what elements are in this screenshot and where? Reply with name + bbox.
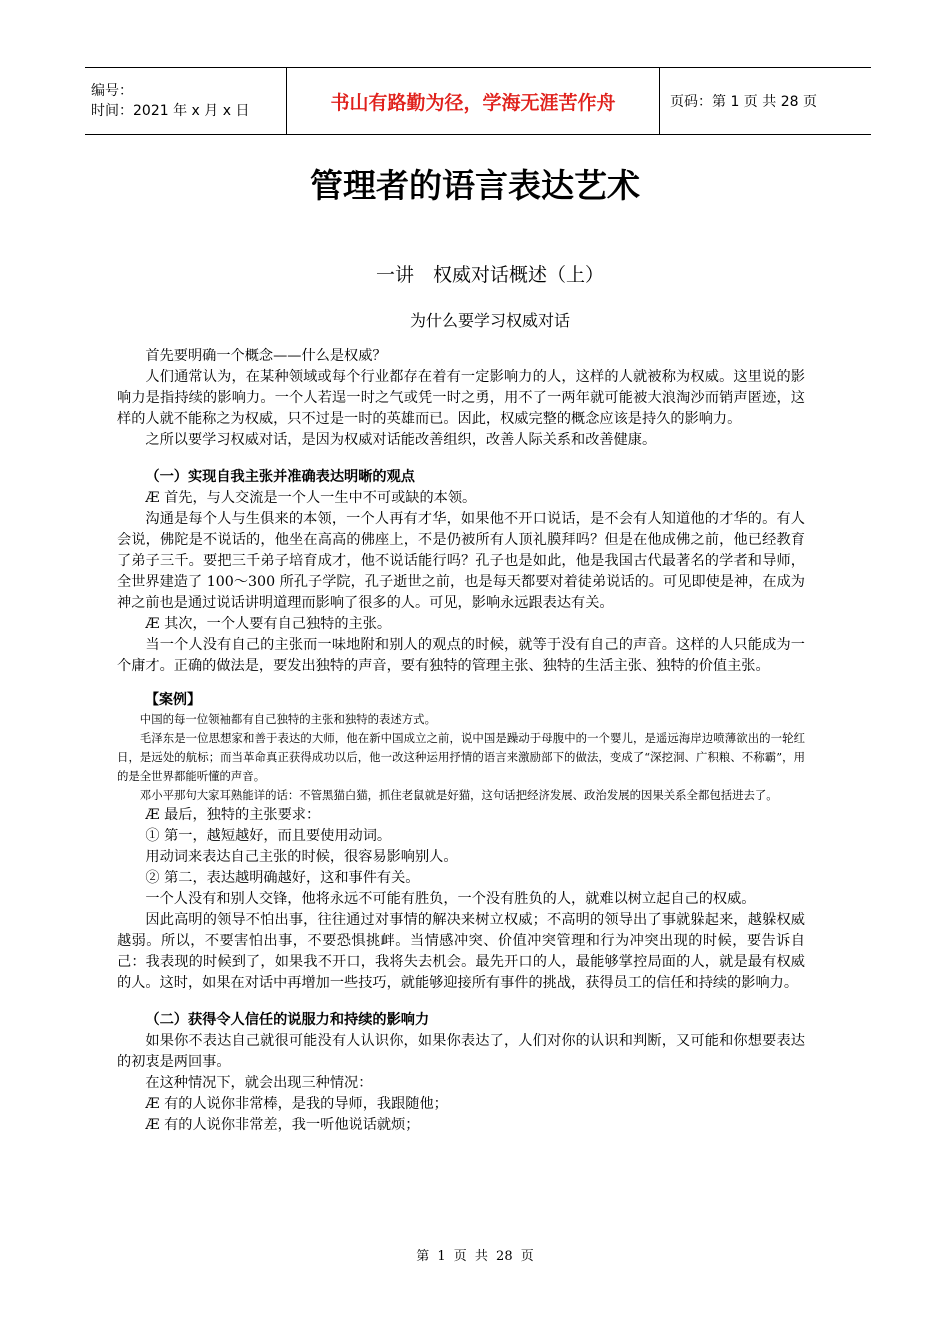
document-title: 管理者的语言表达艺术 xyxy=(310,166,640,205)
bullet-paragraph: Æ 有的人说你非常棒，是我的导师，我跟随他； xyxy=(145,1096,448,1112)
case-paragraph: 毛泽东是一位思想家和善于表达的大师，他在新中国成立之前，说中国是躁动于母腹中的一个婴儿，是遥远海岸边喷薄欲出的一轮红日，是远处的航标；而当革命真正获得成功以后，他一改这种运用抒情的语言来激励部下的做法，变成了“深挖洞、广积粮、不称霸”，用的是全世界都能听懂的声音。 xyxy=(117,731,805,783)
paragraph: 首先要明确一个概念——什么是权威？ xyxy=(145,348,387,364)
bullet-paragraph: Æ 其次，一个人要有自己独特的主张。 xyxy=(145,616,392,632)
lecture-heading: 一讲 权威对话概述（上） xyxy=(375,264,604,286)
paragraph: 当一个人没有自己的主张而一味地附和别人的观点的时候，就等于没有自己的声音。这样的人只能成为一个庸才。正确的做法是，要发出独特的声音，要有独特的管理主张、独特的生活主张、独特的价值主张。 xyxy=(117,637,805,674)
time-label: 时间：2021 年 x 月 x 日 xyxy=(91,103,250,119)
case-paragraph: 中国的每一位领袖都有自己独特的主张和独特的表述方式。 xyxy=(139,712,436,726)
bullet-paragraph: Æ 最后，独特的主张要求： xyxy=(145,807,321,823)
header-motto: 书山有路勤为径，学海无涯苦作舟 xyxy=(287,68,660,135)
document-header xyxy=(85,67,871,135)
paragraph: 因此高明的领导不怕出事，往往通过对事情的解决来树立权威；不高明的领导出了事就躲起来，越躲权威越弱。所以，不要害怕出事，不要恐惧挑衅。当情感冲突、价值冲突管理和行为冲突出现的时候，要告诉自己：我表现的时候到了，如果我不开口，我将失去机会。最先开口的人，最能够掌控局面的人，就是最有权威的人。这时，如果在对话中再增加一些技巧，就能够迎接所有事件的挑战，获得员工的信任和持续的影响力。 xyxy=(117,912,805,991)
document-body xyxy=(117,346,805,1136)
paragraph: 沟通是每个人与生俱来的本领，一个人再有才华，如果他不开口说话，是不会有人知道他的才华的。有人会说，佛陀是不说话的，他坐在高高的佛座上，不是仍被所有人顶礼膜拜吗？但是在他成佛之前，他已经教育了弟子三千。要把三千弟子培育成才，他不说话能行吗？孔子也是如此，他是我国古代最著名的学者和导师，全世界建造了 100～300 所孔子学院，孔子逝世之前，也是每天都要对着徒弟说话的。可见即使是神，在成为神之前也是通过说话讲明道理而影响了很多的人。可见，影响永远跟表达有关。 xyxy=(117,511,805,611)
paragraph: 一个人没有和别人交锋，他将永远不可能有胜负，一个没有胜负的人，就难以树立起自己的权威。 xyxy=(145,891,756,907)
section-heading: （二）获得令人信任的说服力和持续的影响力 xyxy=(145,1012,430,1028)
page-footer: 第 1 页 共 28 页 xyxy=(416,1249,534,1264)
paragraph: 如果你不表达自己就很可能没有人认识你，如果你表达了，人们对你的认识和判断，又可能和你想要表达的初衷是两回事。 xyxy=(117,1033,805,1070)
paragraph: 用动词来表达自己主张的时候，很容易影响别人。 xyxy=(145,849,458,865)
bullet-paragraph: Æ 有的人说你非常差，我一听他说话就烦； xyxy=(145,1117,420,1133)
header-meta xyxy=(85,68,287,135)
numbered-paragraph: ② 第二，表达越明确越好，这和事件有关。 xyxy=(145,870,420,886)
paragraph: 人们通常认为，在某种领域或每个行业都存在着有一定影响力的人，这样的人就被称为权威。这里说的影响力是指持续的影响力。一个人若逞一时之气或凭一时之勇，用不了一两年就可能被大浪淘沙而销声匿迹，这样的人就不能称之为权威，只不过是一时的英雄而已。因此，权威完整的概念应该是持久的影响力。 xyxy=(117,369,805,427)
paragraph: 之所以要学习权威对话，是因为权威对话能改善组织，改善人际关系和改善健康。 xyxy=(145,432,657,448)
numbered-paragraph: ① 第一，越短越好，而且要使用动词。 xyxy=(145,828,392,844)
case-paragraph: 邓小平那句大家耳熟能详的话：不管黑猫白猫，抓住老鼠就是好猫，这句话把经济发展、政治发展的因果关系全都包括进去了。 xyxy=(139,788,778,802)
section-subheading: 为什么要学习权威对话 xyxy=(409,311,570,330)
number-label: 编号： xyxy=(91,83,133,99)
header-page-info: 页码：第 1 页 共 28 页 xyxy=(660,68,872,135)
case-heading: 【案例】 xyxy=(145,692,201,708)
paragraph: 在这种情况下，就会出现三种情况： xyxy=(145,1075,373,1091)
case-block xyxy=(117,690,805,805)
bullet-paragraph: Æ 首先，与人交流是一个人一生中不可或缺的本领。 xyxy=(145,490,477,506)
section-heading: （一）实现自我主张并准确表达明晰的观点 xyxy=(145,469,415,485)
